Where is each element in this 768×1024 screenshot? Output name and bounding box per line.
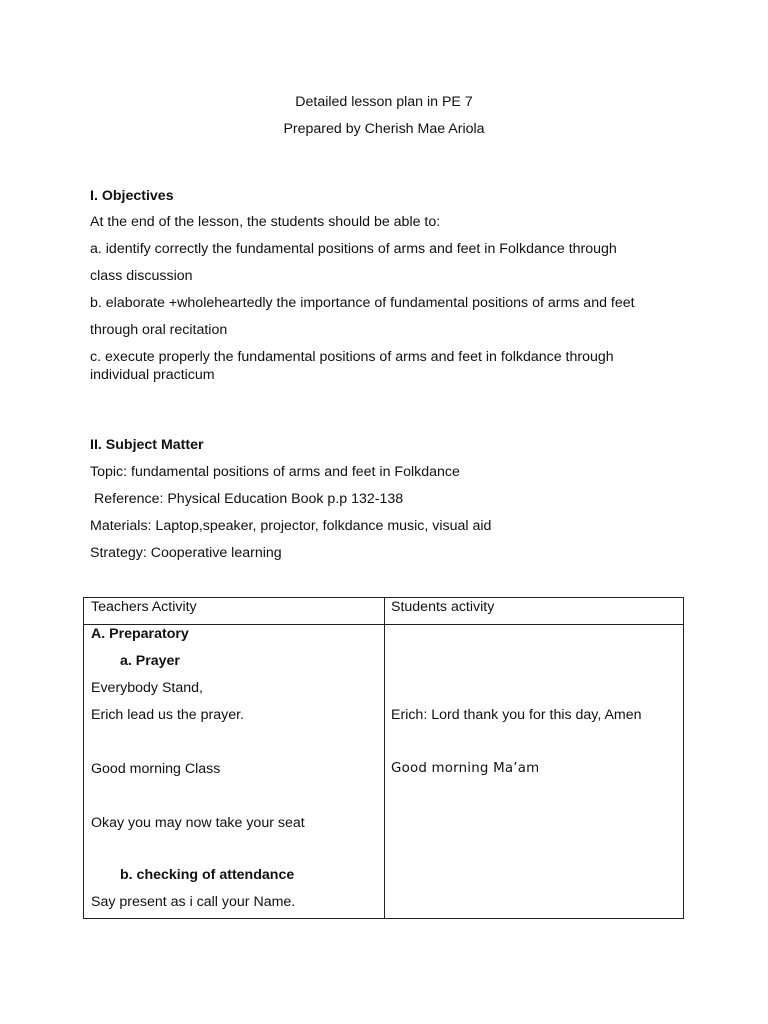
prepared-by: Prepared by Cherish Mae Ariola [283, 121, 485, 137]
teachers-activity-header: Teachers Activity [91, 599, 197, 615]
student-greeting-response: Good morning Ma’am [391, 761, 540, 776]
teacher-lead-prayer: Erich lead us the prayer. [91, 707, 244, 723]
subject-strategy: Strategy: Cooperative learning [90, 545, 282, 561]
teacher-stand: Everybody Stand, [91, 680, 203, 696]
student-prayer-response: Erich: Lord thank you for this day, Amen [391, 707, 642, 723]
objective-c-line2: individual practicum [90, 367, 215, 383]
objectives-heading: I. Objectives [90, 188, 174, 204]
teacher-say-present: Say present as i call your Name. [91, 894, 296, 910]
preparatory-heading: A. Preparatory [91, 626, 189, 642]
activity-table [83, 597, 684, 919]
subject-materials: Materials: Laptop,speaker, projector, folkdance music, visual aid [90, 518, 492, 534]
subject-reference: Reference: Physical Education Book p.p 132-138 [94, 491, 404, 507]
objective-b-line2: through oral recitation [90, 322, 228, 338]
prayer-heading: a. Prayer [120, 653, 180, 669]
subject-topic: Topic: fundamental positions of arms and feet in Folkdance [90, 464, 460, 480]
objective-b-line1: b. elaborate +wholeheartedly the importance of fundamental positions of arms and feet [90, 295, 635, 311]
subject-matter-heading: II. Subject Matter [90, 437, 204, 453]
teacher-seat: Okay you may now take your seat [91, 815, 305, 831]
attendance-heading: b. checking of attendance [120, 867, 295, 883]
document-title: Detailed lesson plan in PE 7 [295, 94, 473, 110]
students-activity-header: Students activity [391, 599, 495, 615]
teacher-greeting: Good morning Class [91, 761, 221, 777]
objective-a-line1: a. identify correctly the fundamental positions of arms and feet in Folkdance through [90, 241, 617, 257]
objective-c-line1: c. execute properly the fundamental positions of arms and feet in folkdance through [90, 349, 614, 365]
table-column-divider [384, 598, 385, 918]
objectives-intro: At the end of the lesson, the students should be able to: [90, 214, 441, 230]
objective-a-line2: class discussion [90, 268, 193, 284]
